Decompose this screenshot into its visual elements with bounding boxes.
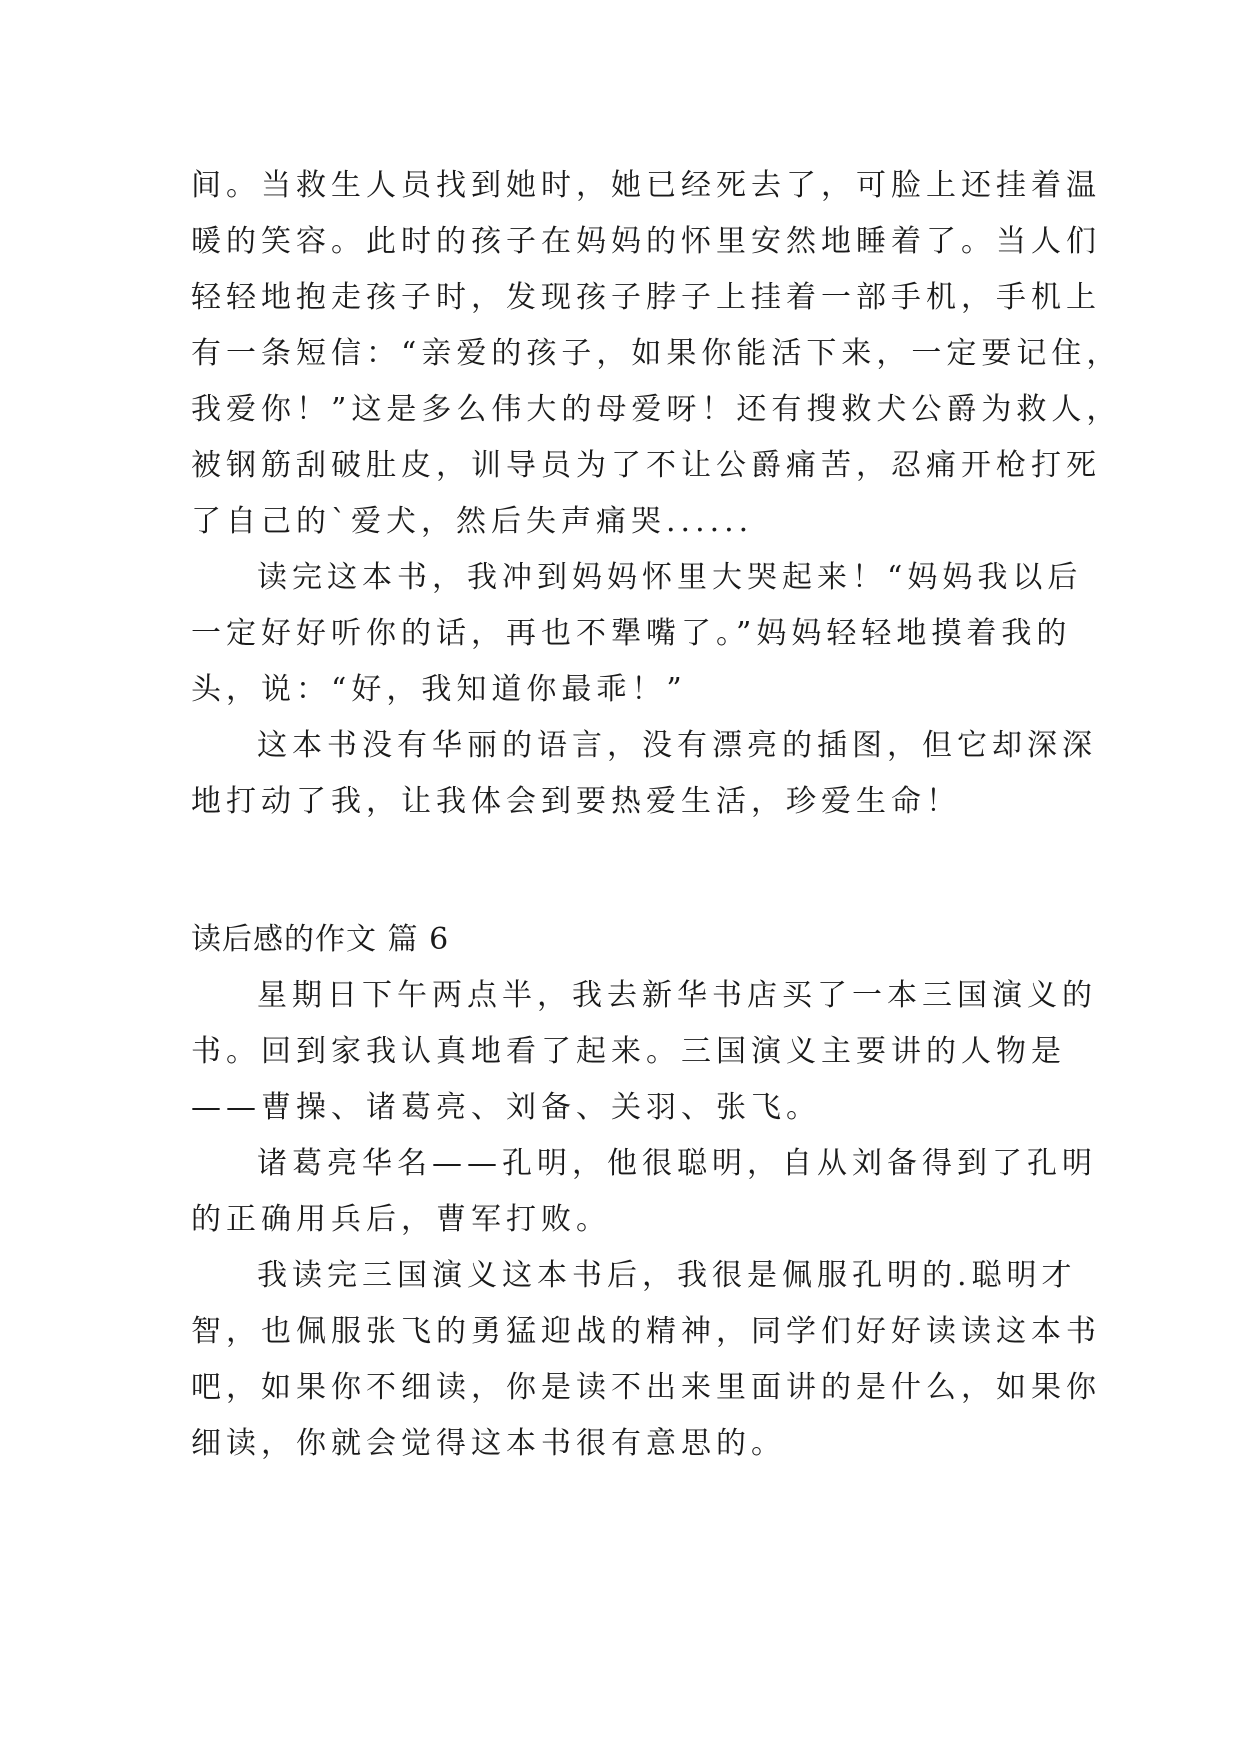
text-line: ——曹操、诸葛亮、刘备、关羽、张飞。 bbox=[191, 1090, 821, 1125]
text-line: 被钢筋刮破肚皮，训导员为了不让公爵痛苦，忍痛开枪打死 bbox=[191, 448, 1101, 483]
text-line: 细读，你就会觉得这本书很有意思的。 bbox=[191, 1426, 786, 1461]
text-line: 诸葛亮华名——孔明，他很聪明，自从刘备得到了孔明 bbox=[257, 1146, 1097, 1181]
text-line: 我爱你！”这是多么伟大的母爱呀！还有搜救犬公爵为救人， bbox=[191, 392, 1122, 427]
passage-continued bbox=[191, 158, 1122, 830]
text-line: 间。当救生人员找到她时，她已经死去了，可脸上还挂着温 bbox=[191, 168, 1101, 203]
section-heading: 读后感的作文 篇 6 bbox=[191, 922, 450, 957]
text-line: 读完这本书，我冲到妈妈怀里大哭起来！“妈妈我以后 bbox=[257, 560, 1083, 595]
text-line: 这本书没有华丽的语言，没有漂亮的插图，但它却深深 bbox=[257, 728, 1097, 763]
passage-six bbox=[191, 968, 1101, 1472]
text-line: 轻轻地抱走孩子时，发现孩子脖子上挂着一部手机，手机上 bbox=[191, 280, 1101, 315]
text-line: 暖的笑容。此时的孩子在妈妈的怀里安然地睡着了。当人们 bbox=[191, 224, 1101, 259]
text-line: 智，也佩服张飞的勇猛迎战的精神，同学们好好读读这本书 bbox=[191, 1314, 1101, 1349]
text-line: 星期日下午两点半，我去新华书店买了一本三国演义的 bbox=[257, 978, 1097, 1013]
text-line: 了自己的`爱犬，然后失声痛哭...... bbox=[191, 504, 754, 539]
text-line: 吧，如果你不细读，你是读不出来里面讲的是什么，如果你 bbox=[191, 1370, 1101, 1405]
text-line: 的正确用兵后，曹军打败。 bbox=[191, 1202, 611, 1237]
text-line: 我读完三国演义这本书后，我很是佩服孔明的.聪明才 bbox=[257, 1258, 1077, 1293]
text-line: 地打动了我，让我体会到要热爱生活，珍爱生命！ bbox=[191, 784, 961, 819]
text-line: 书。回到家我认真地看了起来。三国演义主要讲的人物是 bbox=[191, 1034, 1066, 1069]
text-line: 有一条短信：“亲爱的孩子，如果你能活下来，一定要记住， bbox=[191, 336, 1122, 371]
text-line: 一定好好听你的话，再也不犟嘴了。”妈妈轻轻地摸着我的 bbox=[191, 616, 1072, 651]
text-line: 头，说：“好，我知道你最乖！” bbox=[191, 672, 687, 707]
